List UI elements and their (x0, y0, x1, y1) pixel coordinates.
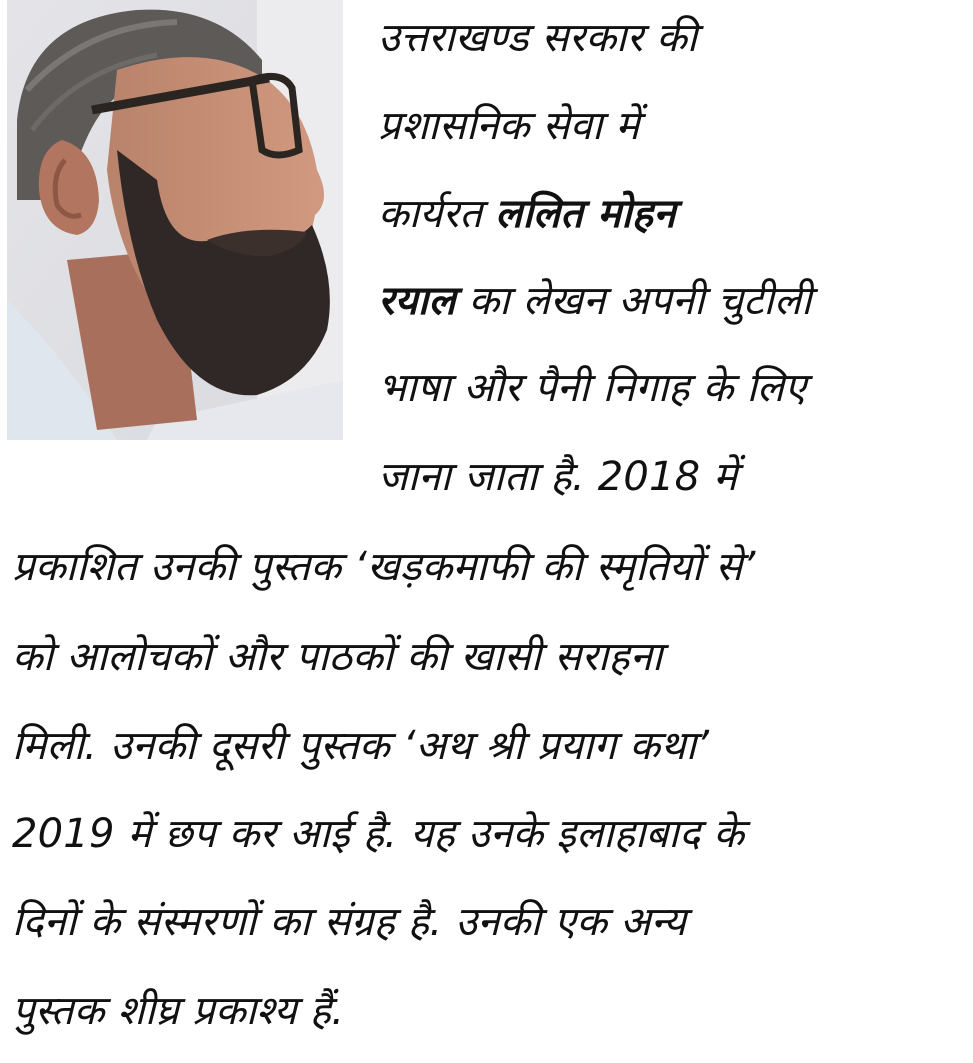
bio-line (12, 894, 686, 950)
bio-text: उत्तराखण्ड सरकार की (378, 15, 698, 61)
bio-line (12, 806, 744, 862)
bio-text: पुस्तक शीघ्र प्रकाश्य हैं. (12, 988, 345, 1034)
author-name-text: रयाल (378, 278, 456, 324)
bio-line (378, 449, 737, 505)
bio-line (12, 539, 756, 595)
author-photo (7, 0, 343, 440)
bio-line (378, 360, 807, 416)
bio-line (378, 273, 812, 329)
bio-text: दिनों के संस्मरणों का संग्रह है. उनकी एक अन्य (12, 899, 687, 945)
bio-text: मिली. उनकी दूसरी पुस्तक ‘अथ श्री प्रयाग कथा’ (12, 723, 710, 769)
bio-text: प्रकाशित उनकी पुस्तक ‘खड़कमाफी की स्मृतियों से’ (12, 544, 756, 590)
bio-line (12, 718, 709, 774)
bio-text: का लेखन अपनी चुटीली (455, 278, 812, 324)
bio-line (12, 629, 663, 685)
bio-text: कार्यरत (378, 191, 496, 237)
bio-line (378, 10, 697, 66)
bio-text: 2019 में छप कर आई है. यह उनके इलाहाबाद के (12, 811, 745, 857)
portrait-icon (7, 0, 343, 440)
bio-text: प्रशासनिक सेवा में (378, 103, 640, 149)
author-name-text: ललित मोहन (495, 191, 676, 237)
bio-line (378, 186, 676, 242)
bio-line (378, 98, 640, 154)
bio-text: जाना जाता है. 2018 में (378, 454, 738, 500)
bio-text: भाषा और पैनी निगाह के लिए (378, 365, 807, 411)
bio-text: को आलोचकों और पाठकों की खासी सराहना (12, 634, 663, 680)
bio-line (12, 983, 344, 1039)
